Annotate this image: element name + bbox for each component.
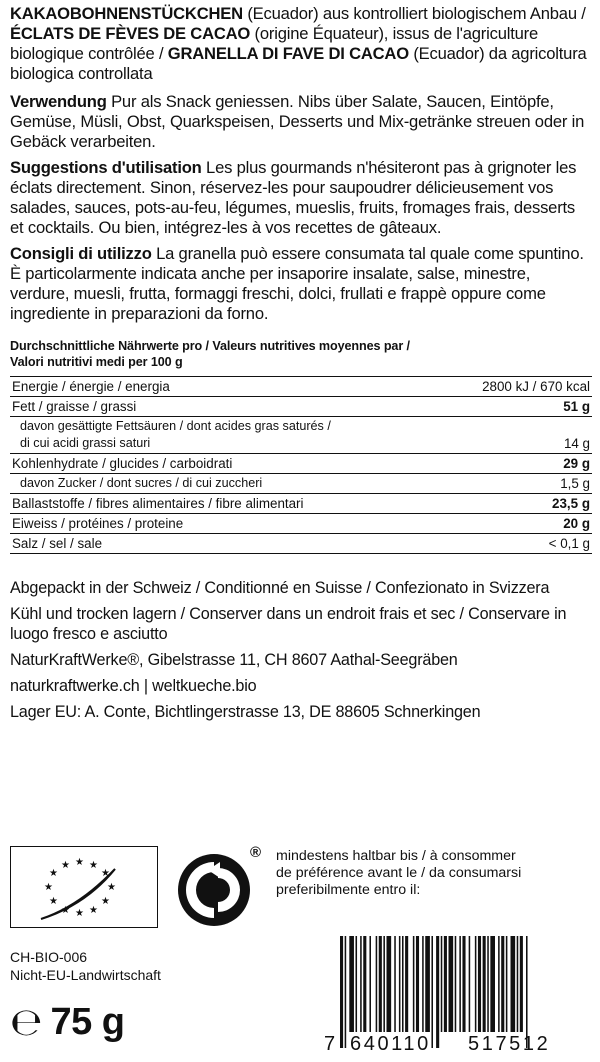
green-dot-icon <box>174 844 262 932</box>
barcode-bar <box>520 936 523 1032</box>
storage-instructions: Kühl und trocken lagern / Conserver dans un endroit frais et sec / Conservare in luogo fresco e asciutto <box>10 605 567 643</box>
usage-title: Consigli di utilizzo <box>10 244 152 263</box>
product-desc-de: (Ecuador) aus kontrolliert biologischem Anbau / <box>242 4 586 23</box>
usage-text: Pur als Snack geniessen. Nibs über Salate, Saucen, Eintöpfe, Gemüse, Müsli, Obst, Quarkspeisen, Desserts und Mix-getränke streuen oder in Gebäck verarbeiten. <box>10 92 585 151</box>
product-name-fr: ÉCLATS DE FÈVES DE CACAO <box>10 24 251 43</box>
usage-it <box>10 244 592 324</box>
product-desc-it: (Ecuador) da agricoltura biologica controllata <box>10 44 587 83</box>
svg-text:★: ★ <box>89 860 98 871</box>
svg-text:★: ★ <box>61 905 70 916</box>
product-info <box>10 578 592 722</box>
barcode-bar <box>449 936 454 1032</box>
barcode-bar <box>501 936 504 1032</box>
barcode-bar <box>387 936 392 1032</box>
nutrient-value: 51 g <box>563 399 590 414</box>
company-web: naturkraftwerke.ch | weltkueche.bio <box>10 677 257 695</box>
barcode-digit-first: 7 <box>324 1033 336 1055</box>
barcode-bar <box>369 936 371 1032</box>
svg-text:★: ★ <box>107 882 116 893</box>
nutrient-label: Eiweiss / protéines / proteine <box>12 516 184 531</box>
usage-text: La granella può essere consumata tal quale come spuntino. È particolarmente indicata anche per insaporire insalate, salse, minestre, verdure, muesli, frutta, formaggi freschi, dolci, frullati e frappè oppure come ingrediente in preparazioni da forno. <box>10 244 584 323</box>
best-before-line: de préférence avant le / da consumarsi <box>276 865 522 881</box>
svg-text:★: ★ <box>101 868 110 879</box>
barcode-bar <box>478 936 481 1032</box>
barcode-bar <box>360 936 362 1032</box>
table-row <box>10 494 592 514</box>
registered-mark: ® <box>250 844 262 861</box>
nutrient-label: Ballaststoffe / fibres alimentaires / fibre alimentari <box>12 496 304 511</box>
barcode-bar <box>422 936 424 1032</box>
nutrient-label: Energie / énergie / energia <box>12 379 170 394</box>
estimated-sign-icon: ℮ <box>10 1000 43 1044</box>
barcode-bar <box>413 936 415 1032</box>
usage-title: Verwendung <box>10 92 107 111</box>
barcode-bar <box>526 936 528 1048</box>
barcode-bar <box>462 936 465 1032</box>
table-row <box>10 417 592 454</box>
packed-in: Abgepackt in der Schweiz / Conditionné en Suisse / Confezionato in Svizzera <box>10 579 550 597</box>
barcode-bar <box>349 936 354 1032</box>
table-row <box>10 377 592 397</box>
barcode-digits-left: 640110 <box>350 1033 431 1055</box>
barcode <box>324 936 590 1056</box>
barcode-bar <box>394 936 396 1032</box>
barcode-bar <box>379 936 382 1032</box>
svg-text:★: ★ <box>101 896 110 907</box>
usage-de <box>10 92 592 152</box>
nutrition-title-line: Valori nutritivi medi per 100 g <box>10 355 183 369</box>
nutrient-label-line: davon gesättigte Fettsäuren / dont acides gras saturés / <box>20 419 331 433</box>
nutrient-label-line: di cui acidi grassi saturi <box>20 436 151 450</box>
barcode-bar <box>383 936 385 1032</box>
table-row <box>10 534 592 554</box>
svg-text:★: ★ <box>75 908 84 919</box>
nutrient-label: davon Zucker / dont sucres / di cui zuccheri <box>20 476 263 490</box>
product-name-de: KAKAOBOHNENSTÜCKCHEN <box>10 4 243 23</box>
table-row <box>10 474 592 494</box>
label-text <box>10 4 592 728</box>
barcode-bar <box>455 936 457 1032</box>
nutrient-label: Salz / sel / sale <box>12 536 103 551</box>
logo-area <box>10 846 592 1056</box>
nutrient-value: 2800 kJ / 670 kcal <box>482 379 590 394</box>
weight-value: 75 g <box>50 1000 125 1043</box>
nutrient-value: 23,5 g <box>552 496 590 511</box>
cert-code: CH-BIO-006 <box>10 949 88 965</box>
cert-origin: Nicht-EU-Landwirtschaft <box>10 967 161 983</box>
barcode-bar <box>436 936 439 1048</box>
barcode-bar <box>475 936 477 1032</box>
nutrition-title-line: Durchschnittliche Nährwerte pro / Valeurs nutritives moyennes par / <box>10 339 410 353</box>
svg-text:★: ★ <box>75 857 84 868</box>
barcode-digits-right: 517512 <box>468 1033 551 1055</box>
svg-text:★: ★ <box>49 896 58 907</box>
table-row <box>10 514 592 534</box>
product-intro <box>10 4 592 84</box>
nutrition-title <box>10 338 592 370</box>
usage-fr <box>10 158 592 238</box>
barcode-bar <box>469 936 471 1032</box>
barcode-bar <box>490 936 495 1032</box>
barcode-bar <box>363 936 366 1032</box>
barcode-bar <box>498 936 500 1032</box>
green-dot-graphic <box>174 848 258 932</box>
nutrition-table <box>10 376 592 554</box>
barcode-bar <box>431 936 433 1048</box>
certification <box>10 948 161 984</box>
barcode-bar <box>405 936 408 1032</box>
nutrient-value: 1,5 g <box>560 476 590 491</box>
nutrient-label: Kohlenhydrate / glucides / carboidrati <box>12 456 233 471</box>
company-address <box>10 650 592 696</box>
eu-organic-leaf-icon <box>10 846 158 928</box>
barcode-bar <box>444 936 447 1032</box>
eu-warehouse: Lager EU: A. Conte, Bichtlingerstrasse 13, DE 88605 Schnerkingen <box>10 703 481 721</box>
svg-text:★: ★ <box>89 905 98 916</box>
product-desc-fr: (origine Équateur), issus de l'agriculture biologique contrôlée / <box>10 24 539 63</box>
nutrient-value: < 0,1 g <box>548 536 590 551</box>
best-before <box>276 848 521 899</box>
barcode-bar <box>425 936 430 1032</box>
star-ring <box>44 857 116 919</box>
barcode-bar <box>459 936 461 1032</box>
barcode-bar <box>517 936 519 1032</box>
barcode-bar <box>345 936 347 1048</box>
svg-text:★: ★ <box>61 860 70 871</box>
nutrient-label <box>10 417 442 454</box>
svg-text:★: ★ <box>49 868 58 879</box>
barcode-bar <box>356 936 358 1032</box>
svg-text:★: ★ <box>44 882 53 893</box>
table-row <box>10 397 592 417</box>
barcode-bar <box>399 936 401 1032</box>
net-weight <box>10 1000 125 1044</box>
usage-text: Les plus gourmands n'hésiteront pas à grignoter les éclats directement. Sinon, réservez-les pour saupoudrer délicieusement vos salades, sauces, pots-au-feu, légumes, mueslis, fruits, fromages frais, desserts et cocktails. Ou bien, intégrez-les à vos recettes de gâteaux. <box>10 158 577 237</box>
table-row <box>10 454 592 474</box>
barcode-bar <box>483 936 486 1032</box>
barcode-bar <box>340 936 343 1048</box>
barcode-bar <box>511 936 516 1032</box>
barcode-bar <box>402 936 404 1032</box>
company-line: NaturKraftWerke®, Gibelstrasse 11, CH 8607 Aathal-Seegräben <box>10 651 458 669</box>
barcode-bar <box>376 936 378 1032</box>
nutrient-value: 14 g <box>563 436 590 451</box>
barcode-bar <box>441 936 443 1032</box>
best-before-line: mindestens haltbar bis / à consommer <box>276 848 516 864</box>
barcode-bar <box>487 936 489 1032</box>
product-name-it: GRANELLA DI FAVE DI CACAO <box>167 44 409 63</box>
nutrient-label: Fett / graisse / grassi <box>12 399 137 414</box>
best-before-line: preferibilmente entro il: <box>276 882 421 898</box>
usage-title: Suggestions d'utilisation <box>10 158 202 177</box>
nutrient-value: 20 g <box>563 516 590 531</box>
barcode-bar <box>416 936 419 1032</box>
eu-leaf-graphic <box>11 847 156 926</box>
barcode-bar <box>506 936 508 1032</box>
nutrient-value: 29 g <box>563 456 590 471</box>
